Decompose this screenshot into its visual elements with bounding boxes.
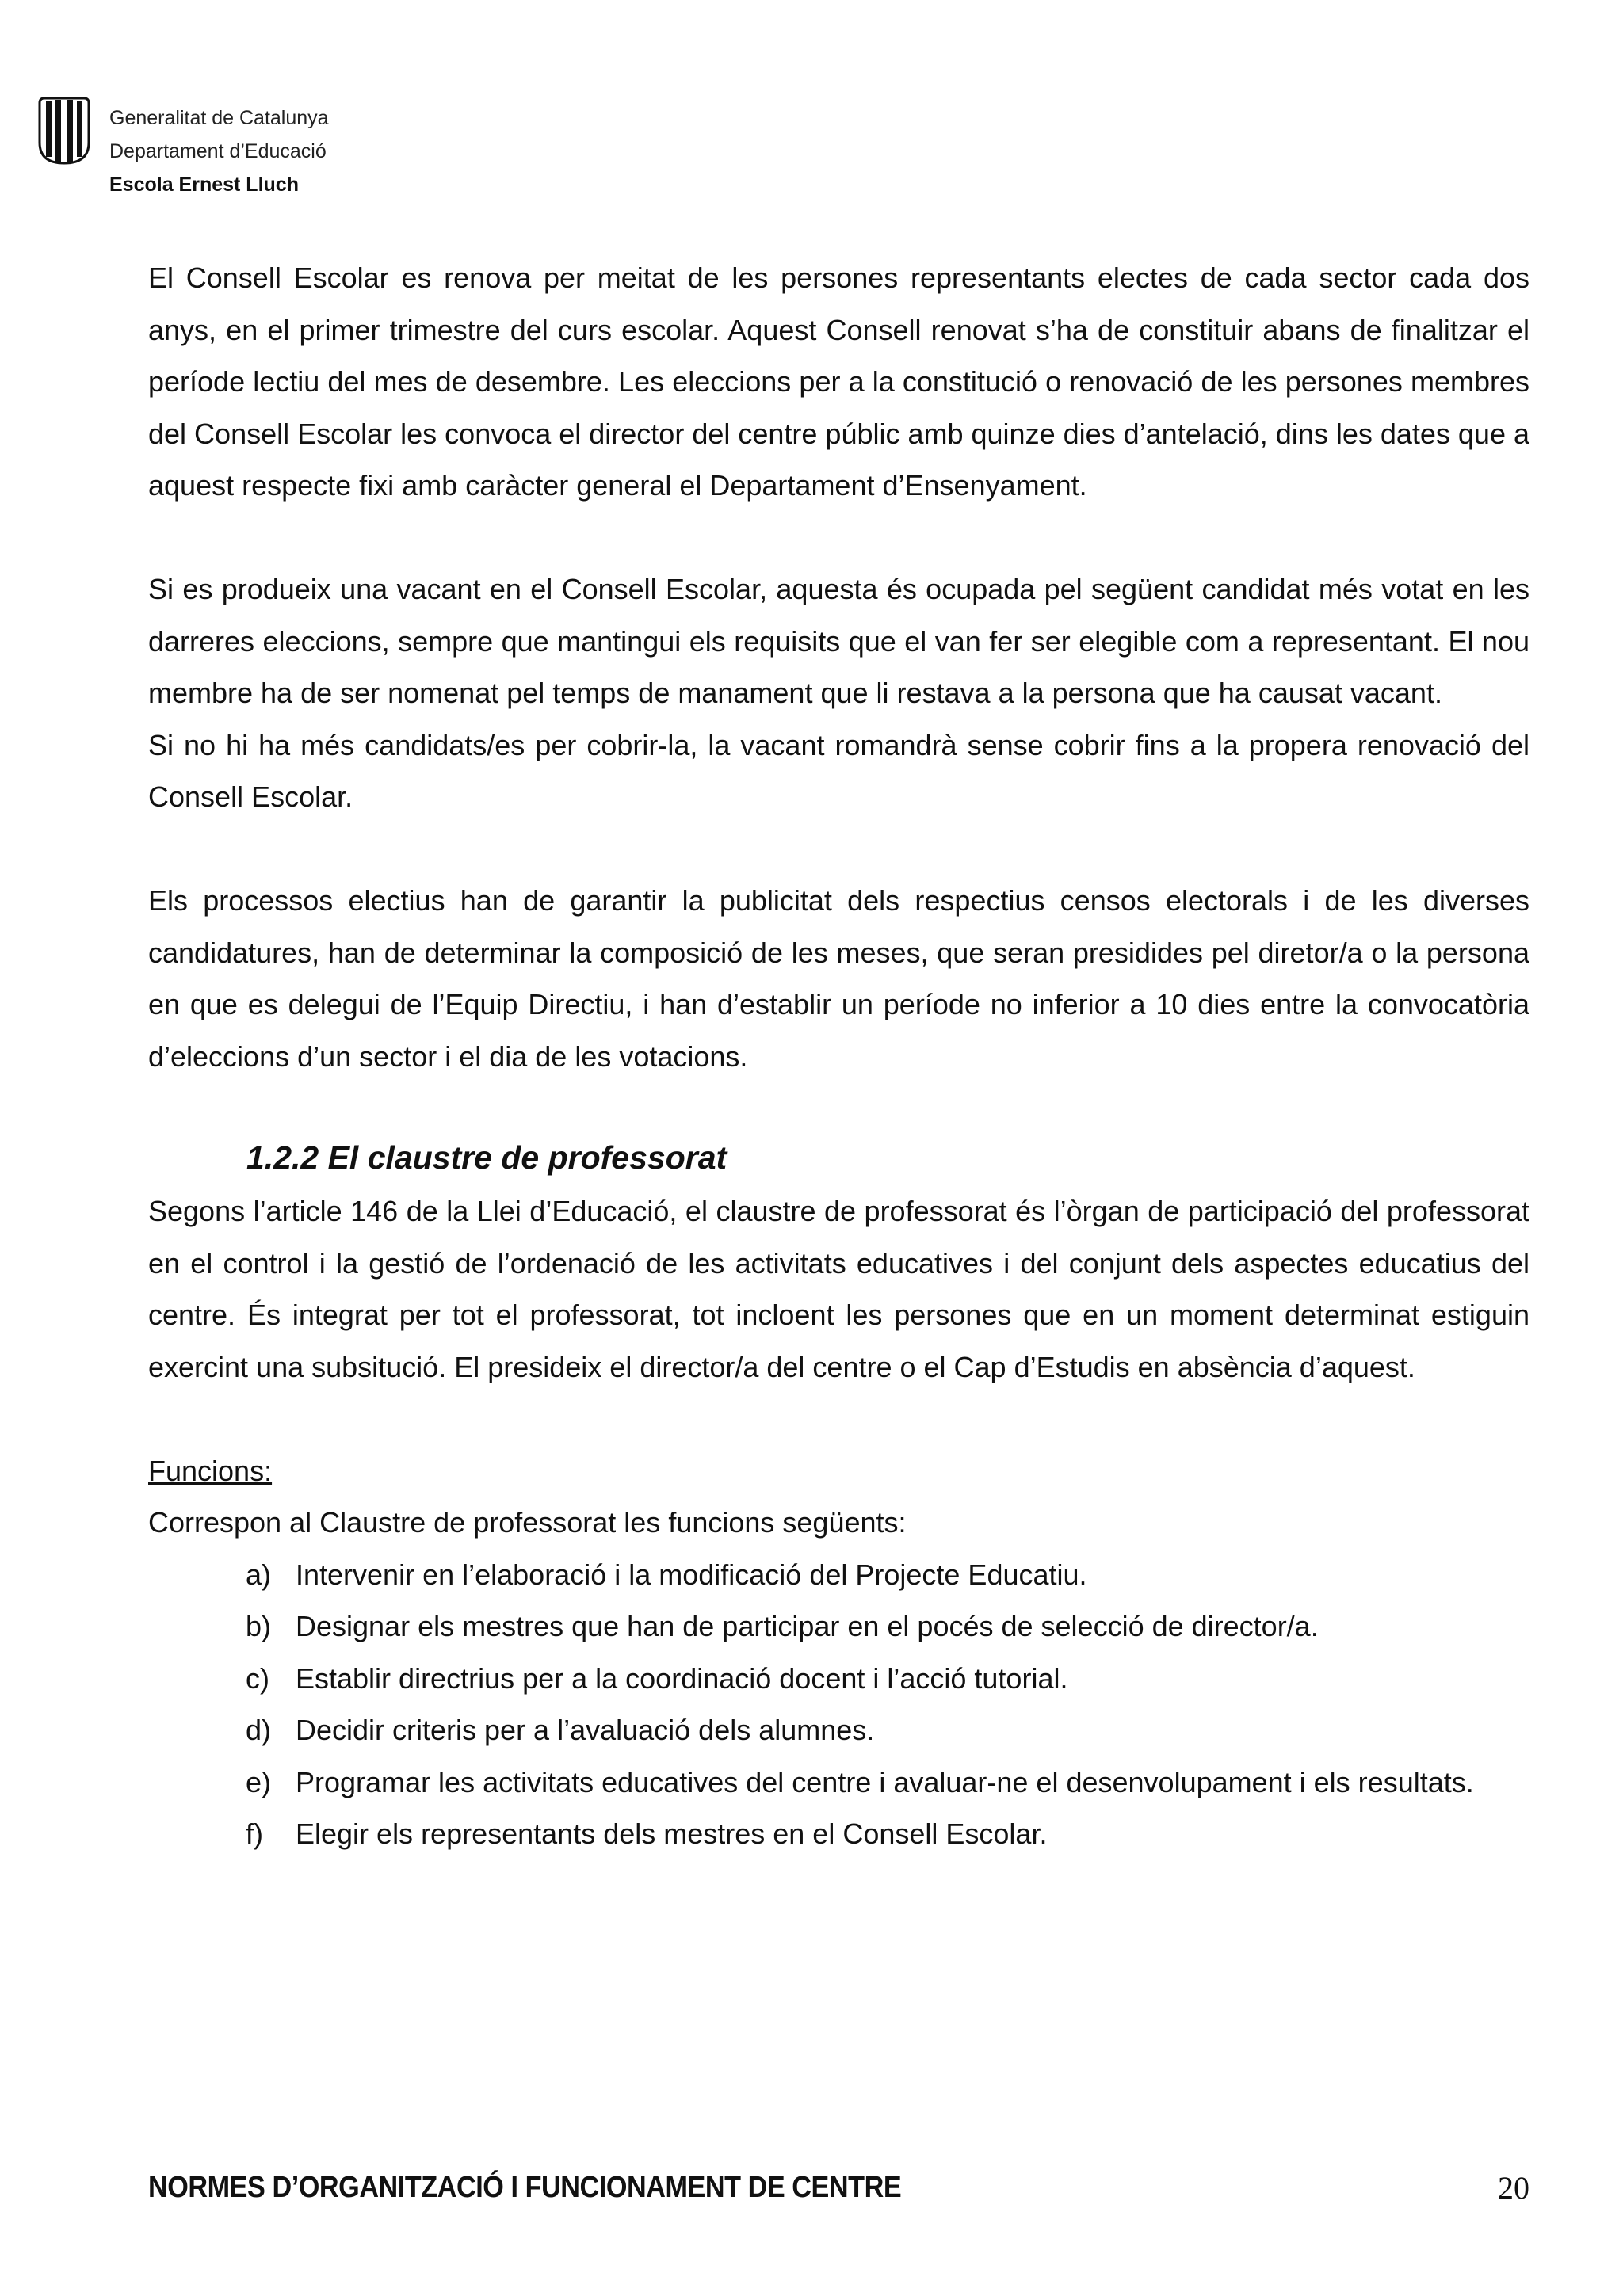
section-title-claustre: 1.2.2 El claustre de professorat	[246, 1139, 727, 1176]
generalitat-stripes-logo-icon	[36, 97, 92, 165]
functions-intro: Correspon al Claustre de professorat les funcions següents:	[148, 1506, 907, 1539]
paragraph-sense-candidats: Si no hi ha més candidats/es per cobrir-la, la vacant romandrà sense cobrir fins a la propera renovació del Consell Escolar.	[148, 728, 1529, 813]
list-item	[148, 1704, 1529, 1756]
paragraph-processos-electius: Els processos electius han de garantir la publicitat dels respectius censos electorals i de les diverses candidatures, han de determinar la composició de les meses, que seran presidides pel diretor/a o la persona en que es delegui de l’Equip Directiu, i han d’establir un període no inferior a 10 dies entre la convocatòria d’eleccions d’un sector i el dia de les votacions.	[148, 884, 1529, 1073]
page-number: 20	[1498, 2170, 1529, 2206]
list-marker: e)	[246, 1765, 272, 1798]
list-marker: f)	[246, 1817, 263, 1850]
school-name: Escola Ernest Lluch	[109, 174, 299, 196]
functions-heading: Funcions:	[148, 1454, 273, 1487]
list-item-text: Elegir els representants dels mestres en el Consell Escolar.	[296, 1817, 1048, 1850]
org-line-generalitat: Generalitat de Catalunya	[109, 107, 329, 129]
paragraph-vacant: Si es produeix una vacant en el Consell Escolar, aquesta és ocupada pel següent candidat més votat en les darreres eleccions, sempre que mantingui els requisits que el van fer ser elegible com a representant. El nou membre ha de ser nomenat pel temps de manament que li restava a la persona que ha causat vacant.	[148, 573, 1529, 709]
paragraph-claustre-definicio: Segons l’article 146 de la Llei d’Educació, el claustre de professorat és l’òrgan de participació del professorat en el control i la gestió de l’ordenació de les activitats educatives i del conjunt dels aspectes educatius del centre. És integrat per tot el professorat, tot incloent les persones que en un moment determinat estiguin exercint una subsitució. El presideix el director/a del centre o el Cap d’Estudis en absència d’aquest.	[148, 1195, 1529, 1383]
paragraph-consell-renovacio: El Consell Escolar es renova per meitat de les persones representants electes de cada sector cada dos anys, en el primer trimestre del curs escolar. Aquest Consell renovat s’ha de constituir abans de finalitzar el període lectiu del mes de desembre. Les eleccions per a la constitució o renovació de les persones membres del Consell Escolar les convoca el director del centre públic amb quinze dies d’antelació, dins les dates que a aquest respecte fixi amb caràcter general el Departament d’Ensenyament.	[148, 261, 1529, 502]
list-marker: a)	[246, 1558, 272, 1591]
footer-title: NORMES D’ORGANITZACIÓ I FUNCIONAMENT DE CENTRE	[148, 2171, 902, 2204]
list-item-text: Intervenir en l’elaboració i la modificació del Projecte Educatiu.	[296, 1558, 1087, 1591]
list-marker: b)	[246, 1610, 272, 1642]
organization-block	[109, 101, 329, 201]
list-marker: c)	[246, 1661, 269, 1695]
list-item	[148, 1600, 1529, 1653]
list-item-text: Decidir criteris per a l’avaluació dels alumnes.	[296, 1714, 875, 1746]
page-footer	[148, 2163, 1529, 2218]
list-item-text: Establir directrius per a la coordinació docent i l’acció tutorial.	[296, 1661, 1068, 1695]
list-item-text: Programar les activitats educatives del centre i avaluar-ne el desenvolupament i els resultats.	[296, 1765, 1474, 1798]
list-marker: d)	[246, 1714, 272, 1746]
functions-list	[148, 1549, 1529, 1860]
list-item	[148, 1756, 1529, 1809]
list-item	[148, 1653, 1529, 1705]
document-body	[148, 252, 1529, 1860]
org-line-department: Departament d’Educació	[109, 140, 327, 162]
list-item	[148, 1808, 1529, 1860]
list-item	[148, 1549, 1529, 1601]
list-item-text: Designar els mestres que han de participar en el pocés de selecció de director/a.	[296, 1610, 1319, 1642]
